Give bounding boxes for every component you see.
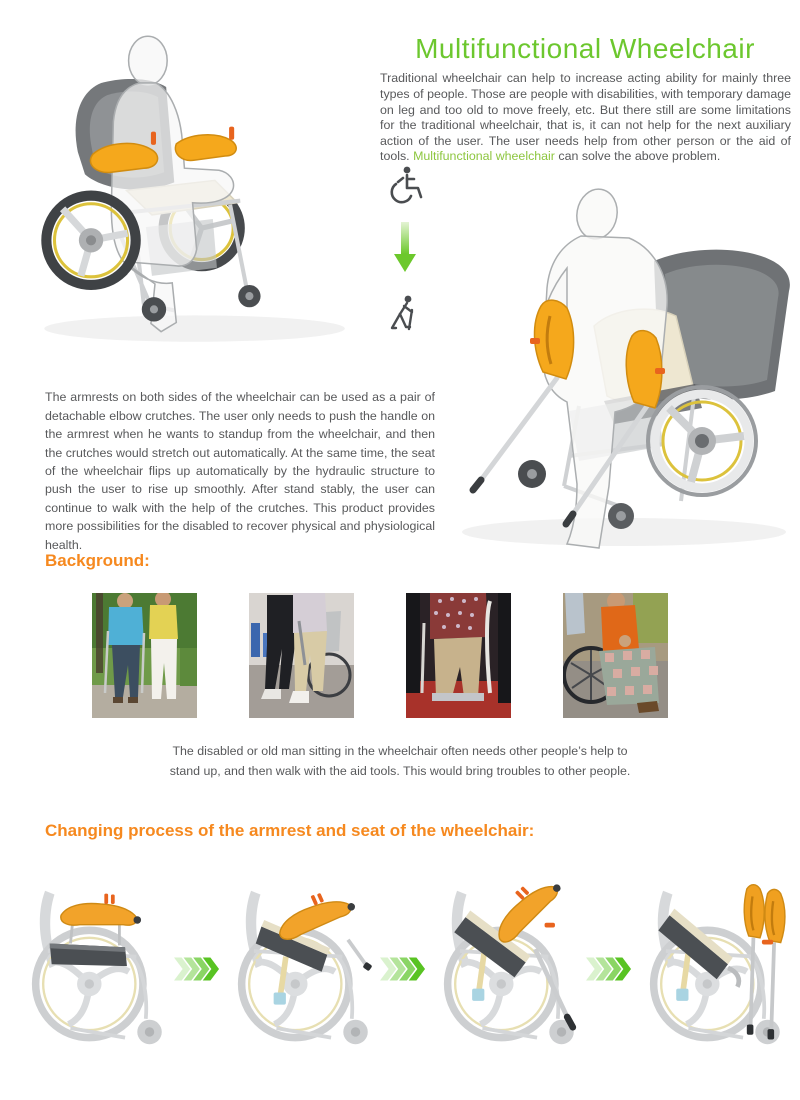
process-arrow-icon: [174, 954, 220, 989]
down-arrow-icon: [384, 222, 426, 274]
background-photo-rise-crutch: [406, 593, 511, 718]
process-stage-1: [14, 870, 174, 1065]
intro-text-post: can solve the above problem.: [554, 149, 721, 164]
wheelchair-render-standing: [428, 156, 800, 554]
background-photo-row: [92, 593, 708, 718]
background-photo-crutch-walk: [92, 593, 197, 718]
page-title: Multifunctional Wheelchair: [415, 32, 755, 64]
intro-paragraph: [380, 71, 791, 165]
process-arrow-icon: [380, 954, 426, 989]
transform-icon-column: [384, 164, 428, 334]
background-caption: [150, 741, 650, 781]
intro-highlight: Multifunctional wheelchair: [413, 149, 555, 164]
wheelchair-render-seated: [22, 20, 357, 355]
background-photo-stand-assist: [249, 593, 354, 718]
background-photo-blanket-wheelchair: [563, 593, 668, 718]
wheelchair-standup-illustration: [428, 156, 800, 554]
process-stage-3: [426, 870, 586, 1065]
wheelchair-symbol-icon: [384, 164, 426, 208]
description-paragraph: The armrests on both sides of the wheelchair can be used as a pair of detachable elbow crutches. The user only needs to push the handle on the armrest when he wants to standup from the wheelchair, and then the crutches would stretch out automatically. At the same time, the seat of the wheelchair flips up automatically by the hydraulic structure to push the user to rise up smoothly. After stand stably, the user can continue to walk with the help of the crutches. This product provides more possibilities for the disabled to recover physical and physiological health.: [45, 390, 435, 552]
intro-text-pre: Traditional wheelchair can help to increase acting ability for mainly three types of people. Those are people with disabilities, with temporary damage on leg and too old to move freely, etc. But there still are some limitations for the traditional wheelchair, that is, it can not help for the next auxiliary action of the user. The user needs help from other person or the aid of tools.: [380, 71, 791, 164]
background-heading: Background:: [45, 551, 150, 570]
person-with-cane-icon: [384, 292, 426, 334]
process-stage-4: [632, 870, 792, 1065]
wheelchair-seated-illustration: [22, 20, 357, 355]
caption-line-2: stand up, and then walk with the aid tools. This would bring troubles to other people.: [169, 764, 631, 778]
process-row: [14, 870, 792, 1065]
caption-line-1: The disabled or old man sitting in the wheelchair often needs other people’s help to: [172, 744, 628, 758]
process-heading: Changing process of the armrest and seat of the wheelchair:: [45, 821, 535, 840]
process-stage-2: [220, 870, 380, 1065]
process-arrow-icon: [586, 954, 632, 989]
